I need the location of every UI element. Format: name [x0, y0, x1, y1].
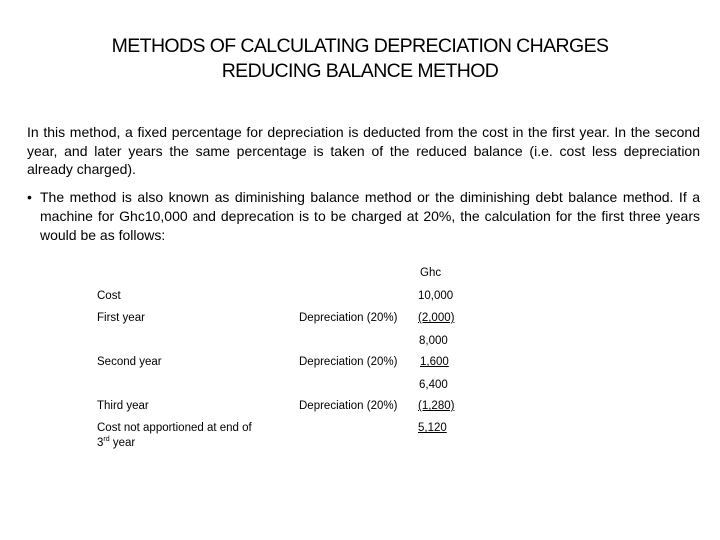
- currency-header: Ghc: [420, 267, 442, 279]
- second-depreciation-value: 1,600: [420, 356, 449, 368]
- first-depreciation-label: Depreciation (20%): [299, 312, 398, 324]
- second-depreciation-label: Depreciation (20%): [299, 356, 398, 368]
- third-depreciation-value: (1,280): [418, 400, 455, 412]
- final-label-rest: year: [109, 437, 136, 449]
- first-depreciation-value: (2,000): [418, 312, 455, 324]
- bullet-icon: •: [27, 189, 32, 205]
- cost-label: Cost: [97, 290, 121, 302]
- title-line-2: REDUCING BALANCE METHOD: [221, 60, 499, 82]
- balance-after-second: 6,400: [419, 379, 448, 391]
- final-label-line1: Cost not apportioned at end of: [97, 422, 252, 434]
- final-label: [97, 421, 287, 451]
- intro-paragraph: In this method, a fixed percentage for depreciation is deducted from the cost in the first year. In the second year, and later years the same percentage is taken of the reduced balance (i.e. cost less depreciation already charged).: [27, 124, 700, 177]
- third-year-label: Third year: [97, 400, 149, 412]
- bullet-text: The method is also known as diminishing balance method or the diminishing debt balance method. If a machine for Ghc10,000 and deprecation is to be charged at 20%, the calculation for the first three years would be as follows:: [40, 189, 700, 243]
- third-depreciation-label: Depreciation (20%): [299, 400, 398, 412]
- bullet-item: [27, 188, 700, 245]
- final-label-sup: rd: [103, 436, 110, 444]
- first-year-label: First year: [97, 312, 145, 324]
- page-title: [0, 34, 720, 84]
- balance-after-first: 8,000: [419, 335, 448, 347]
- second-year-label: Second year: [97, 356, 162, 368]
- title-line-1: METHODS OF CALCULATING DEPRECIATION CHARGES: [111, 35, 609, 57]
- final-label-ordinal: 3: [97, 437, 104, 449]
- final-value: 5,120: [418, 422, 447, 434]
- cost-value: 10,000: [418, 290, 454, 302]
